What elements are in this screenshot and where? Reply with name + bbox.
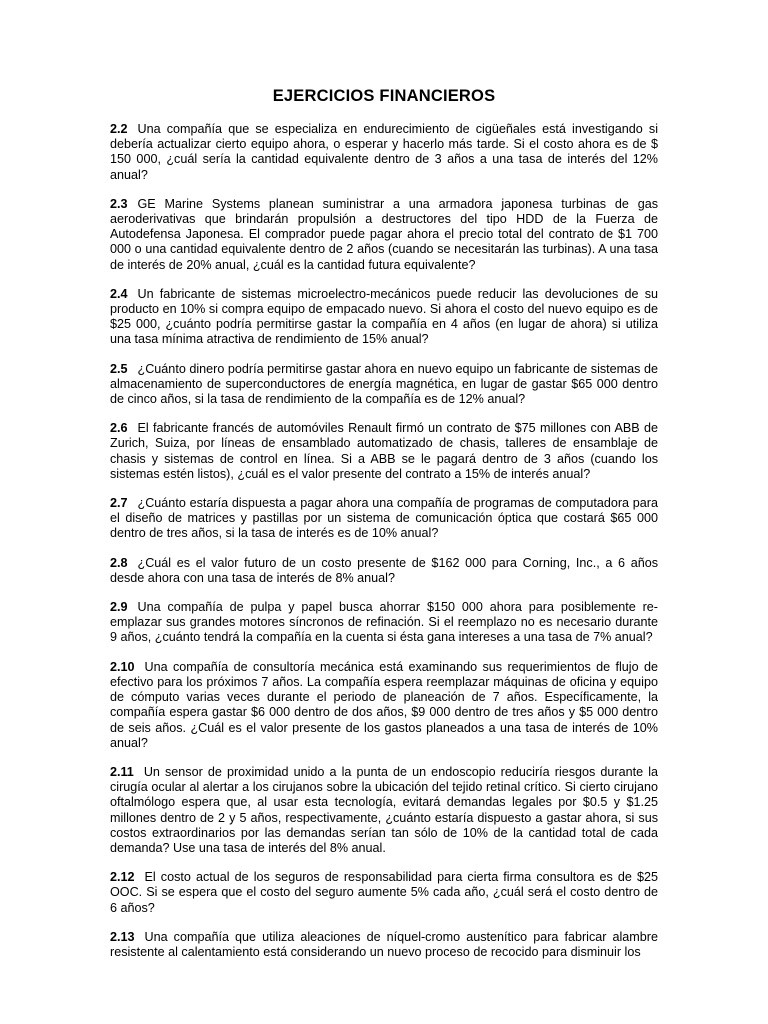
exercise-item: [110, 122, 658, 183]
exercise-number: 2.11: [110, 764, 134, 779]
exercise-item: [110, 287, 658, 348]
exercise-number: 2.4: [110, 286, 128, 301]
exercise-number: 2.12: [110, 870, 135, 885]
exercise-item: [110, 660, 658, 751]
exercise-text: El fabricante francés de automóviles Renault firmó un contrato de $75 millones con ABB de Zurich, Suiza, por líneas de ensamblado automatizado de chasis, talleres de ensamblaje de chasis y sistemas de control en línea. Si a ABB se le pagará dentro de 3 años (cuando los sistemas estén listos), ¿cuál es el valor presente del contrato a 15% de interés anual?: [110, 421, 658, 481]
exercise-text: ¿Cuánto dinero podría permitirse gastar ahora en nuevo equipo un fabricante de sistemas de almacenamiento de superconductores de energía magnética, en lugar de gastar $65 000 dentro de cinco años, si la tasa de rendimiento de la compañía es de 12% anual?: [110, 361, 658, 407]
exercise-text: Una compañía que utiliza aleaciones de níquel-cromo austenítico para fabricar alambre resistente al calentamiento está considerando un nuevo proceso de recocido para disminuir los: [110, 929, 658, 959]
exercise-text: Una compañía de pulpa y papel busca ahorrar $150 000 ahora para posiblemente re-emplazar sus grandes motores síncronos de refinación. Si el reemplazo no es necesario durante 9 años, ¿cuánto tendrá la compañía en la cuenta si ésta gana intereses a una tasa de 7% anual?: [110, 600, 658, 645]
exercise-text: El costo actual de los seguros de responsabilidad para cierta firma consultora es de $25 OOC. Si se espera que el costo del seguro aumente 5% cada año, ¿cuál será el costo dentro de 6 años?: [110, 870, 658, 915]
exercise-number: 2.3: [110, 196, 128, 211]
exercise-item: [110, 362, 658, 408]
exercise-item: [110, 421, 658, 482]
exercise-item: [110, 556, 658, 586]
exercise-number: 2.10: [110, 659, 135, 674]
exercise-item: [110, 197, 658, 273]
exercise-item: [110, 600, 658, 646]
exercise-number: 2.7: [110, 496, 128, 511]
exercise-item: [110, 765, 658, 856]
exercise-text: Un sensor de proximidad unido a la punta de un endoscopio reduciría riesgos durante la cirugía ocular al alertar a los cirujanos sobre la ubicación del tejido retinal crítico. Si cierto cirujano oftalmólogo espera que, al usar esta tecnología, evitará demandas legales por $0.5 y $1.25 millones dentro de 2 y 5 años, respectivamente, ¿cuánto estaría dispuesto a gastar ahora, si sus costos extraordinarios por las demandas serían tan sólo de 10% de la cantidad total de cada demanda? Use una tasa de interés del 8% anual.: [110, 764, 658, 855]
exercise-number: 2.6: [110, 421, 128, 436]
exercise-number: 2.2: [110, 122, 128, 136]
document-title: EJERCICIOS FINANCIEROS: [272, 87, 496, 105]
exercise-text: GE Marine Systems planean suministrar a una armadora japonesa turbinas de gas aeroderivativas que brindarán propulsión a destructores del tipo HDD de la Fuerza de Autodefensa Japonesa. El comprador puede pagar ahora el precio total del contrato de $1 700 000 o una cantidad equivalente dentro de 2 años (cuando se necesitarán las turbinas). A una tasa de interés de 20% anual, ¿cuál es la cantidad futura equivalente?: [110, 196, 658, 272]
exercise-number: 2.5: [110, 361, 128, 376]
exercise-number: 2.8: [110, 555, 128, 570]
exercise-item: [110, 496, 658, 542]
exercise-number: 2.13: [110, 929, 135, 944]
exercise-list: [110, 122, 658, 960]
exercise-item: [110, 870, 658, 916]
exercise-number: 2.9: [110, 600, 128, 615]
exercise-text: ¿Cuál es el valor futuro de un costo presente de $162 000 para Corning, Inc., a 6 años desde ahora con una tasa de interés de 8% anual?: [110, 555, 658, 585]
exercise-text: Una compañía que se especializa en endurecimiento de cigüeñales está investigando si debería actualizar cierto equipo ahora, o esperar y hacerlo más tarde. Si el costo ahora es de $ 150 000, ¿cuál sería la cantidad equivalente dentro de 3 años a una tasa de interés del 12% anual?: [110, 122, 658, 182]
exercise-text: Una compañía de consultoría mecánica está examinando sus requerimientos de flujo de efectivo para los próximos 7 años. La compañía espera reemplazar máquinas de oficina y equipo de cómputo varias veces durante el periodo de planeación de 7 años. Específicamente, la compañía espera gastar $6 000 dentro de dos años, $9 000 dentro de tres años y $5 000 dentro de seis años. ¿Cuál es el valor presente de los gastos planeados a una tasa de interés de 10% anual?: [110, 659, 658, 750]
exercise-item: [110, 930, 658, 960]
exercise-text: Un fabricante de sistemas microelectro-mecánicos puede reducir las devoluciones de su producto en 10% si compra equipo de empacado nuevo. Si ahora el costo del nuevo equipo es de $25 000, ¿cuánto podría permitirse gastar la compañía en 4 años (en lugar de ahora) si utiliza una tasa mínima atractiva de rendimiento de 15% anual?: [110, 286, 658, 347]
document-page: [110, 86, 658, 960]
exercise-text: ¿Cuánto estaría dispuesta a pagar ahora una compañía de programas de computadora para el diseño de matrices y pastillas por un sistema de comunicación óptica que costará $65 000 dentro de tres años, si la tasa de interés es de 10% anual?: [110, 496, 658, 541]
